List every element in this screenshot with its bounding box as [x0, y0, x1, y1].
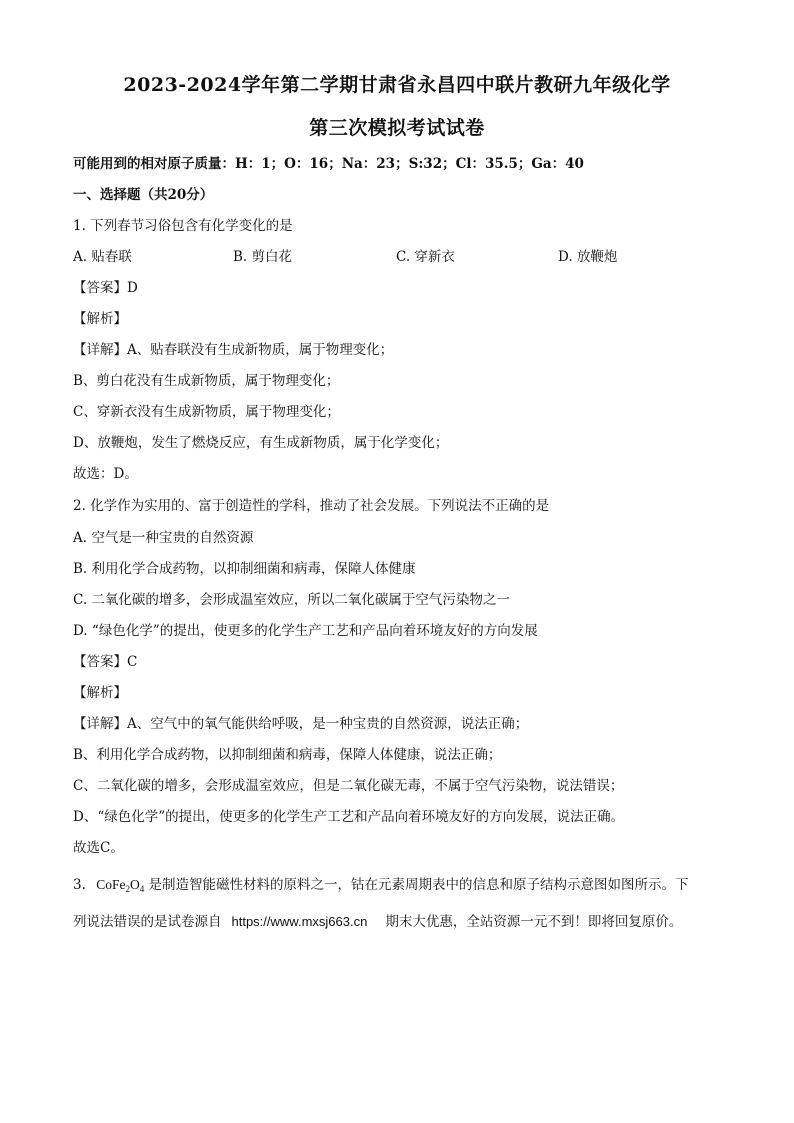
q2-detail-3: C、二氧化碳的增多，会形成温室效应，但是二氧化碳无毒，不属于空气污染物，说法错误； [73, 778, 624, 794]
q2-option-d: D. “绿色化学”的提出，使更多的化学生产工艺和产品向着环境友好的方向发展 [73, 623, 538, 639]
section-heading: 一、选择题（共20分） [73, 187, 214, 203]
q2-detail-4: D、“绿色化学”的提出，使更多的化学生产工艺和产品向着环境友好的方向发展，说法正确。 [73, 809, 625, 825]
q1-detail-2: B、剪白花没有生成新物质，属于物理变化； [73, 373, 340, 389]
q2-answer: 【答案】C [73, 654, 138, 670]
q2-stem: 2. 化学作为实用的、富于创造性的学科，推动了社会发展。下列说法不正确的是 [73, 498, 550, 514]
q1-detail-4: D、放鞭炮，发生了燃烧反应，有生成新物质，属于化学变化； [73, 435, 449, 451]
q2-detail-1: 【详解】A、空气中的氧气能供给呼吸，是一种宝贵的自然资源，说法正确； [73, 716, 529, 732]
q2-option-c: C. 二氧化碳的增多，会形成温室效应，所以二氧化碳属于空气污染物之一 [73, 592, 510, 608]
promo-text: 期末大优惠，全站资源一元不到！即将回复原价。 [385, 914, 683, 930]
q3-stem [73, 873, 689, 894]
q2-option-a: A. 空气是一种宝贵的自然资源 [73, 530, 254, 546]
q3-formula-co: CoFe [96, 877, 126, 892]
q2-analysis: 【解析】 [73, 685, 127, 701]
q1-stem: 1. 下列春节习俗包含有化学变化的是 [73, 218, 293, 234]
q3-formula-sub1: 2 [125, 884, 130, 894]
q1-detail-1: 【详解】A、贴春联没有生成新物质，属于物理变化； [73, 342, 394, 358]
q1-answer: 【答案】D [73, 280, 138, 296]
q3-stem-line2 [73, 910, 682, 930]
q2-detail-2: B、利用化学合成药物，以抑制细菌和病毒，保障人体健康，说法正确； [73, 747, 502, 763]
q3-stem-line2-text: 列说法错误的是试卷源自 [73, 914, 222, 930]
q1-conclusion: 故选：D。 [73, 466, 138, 482]
exam-title-line2: 第三次模拟考试试卷 [309, 117, 485, 139]
q1-option-c: C. 穿新衣 [396, 249, 455, 265]
q3-formula [96, 877, 144, 892]
q1-analysis: 【解析】 [73, 311, 127, 327]
q3-formula-o: O [129, 877, 140, 892]
source-url-link[interactable]: https://www.mxsj663.cn [231, 914, 368, 929]
q2-option-b: B. 利用化学合成药物，以抑制细菌和病毒，保障人体健康 [73, 561, 416, 577]
q1-option-b: B. 剪白花 [233, 249, 293, 265]
atomic-masses: 可能用到的相对原子质量：H：1；O：16；Na：23；S:32；Cl：35.5；Ga：40 [73, 156, 584, 172]
q1-detail-3: C、穿新衣没有生成新物质，属于物理变化； [73, 404, 340, 420]
q1-option-a: A. 贴春联 [73, 249, 132, 265]
q3-number: 3. [73, 877, 86, 893]
exam-title-line1: 2023-2024学年第二学期甘肃省永昌四中联片教研九年级化学 [123, 74, 671, 96]
q3-stem-rest: 是制造智能磁性材料的原料之一，钴在元素周期表中的信息和原子结构示意图如图所示。下 [148, 877, 689, 893]
q1-option-d: D. 放鞭炮 [558, 249, 618, 265]
q3-formula-sub2: 4 [139, 884, 145, 894]
q2-conclusion: 故选C。 [73, 840, 124, 856]
